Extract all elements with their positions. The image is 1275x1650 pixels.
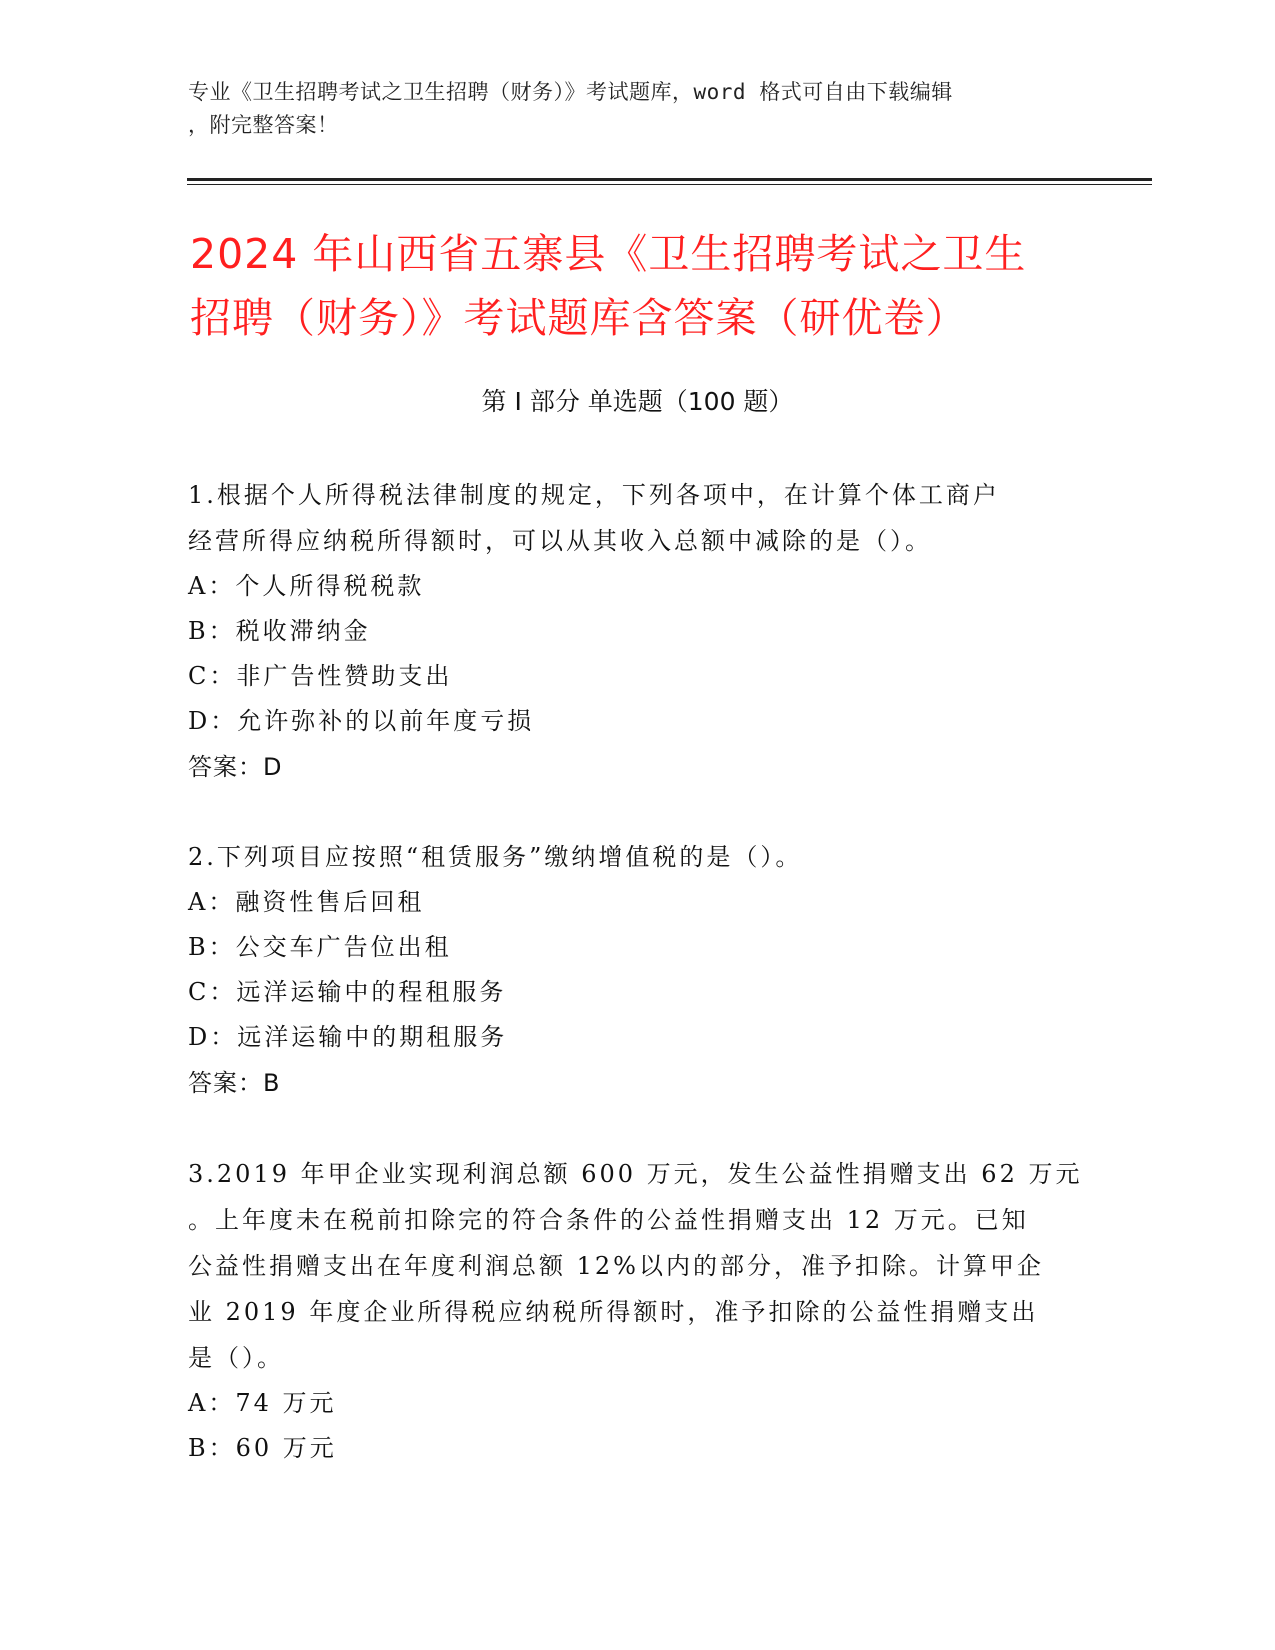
document-title-line-1: 2024 年山西省五寨县《卫生招聘考试之卫生 xyxy=(190,230,1027,278)
header-note xyxy=(188,76,1068,142)
question-2-option-b: B：公交车广告位出租 xyxy=(188,933,452,961)
question-3-stem-line-2: 。上年度未在税前扣除完的符合条件的公益性捐赠支出 12 万元。已知 xyxy=(188,1206,1029,1234)
question-2-option-a: A：融资性售后回租 xyxy=(188,888,425,916)
question-3-stem-line-4: 业 2019 年度企业所得税应纳税所得额时，准予扣除的公益性捐赠支出 xyxy=(188,1298,1039,1326)
question-1 xyxy=(188,472,1088,790)
section-title: 第 I 部分 单选题（100 题） xyxy=(481,387,794,416)
question-1-option-b: B：税收滞纳金 xyxy=(188,617,371,645)
document-title xyxy=(190,222,1090,350)
header-note-line-2: ，附完整答案！ xyxy=(188,113,339,137)
question-2-option-d: D：远洋运输中的期租服务 xyxy=(188,1023,508,1051)
header-note-line-1: 专业《卫生招聘考试之卫生招聘（财务）》考试题库，word 格式可自由下载编辑 xyxy=(188,80,953,104)
question-1-stem-line-2: 经营所得应纳税所得额时，可以从其收入总额中减除的是（）。 xyxy=(188,527,932,555)
question-2-stem-line-1: 2.下列项目应按照“租赁服务”缴纳增值税的是（）。 xyxy=(188,843,803,871)
question-3 xyxy=(188,1151,1088,1471)
question-2 xyxy=(188,834,1088,1106)
header-rule-thick xyxy=(187,178,1152,181)
question-3-stem-line-3: 公益性捐赠支出在年度利润总额 12%以内的部分，准予扣除。计算甲企 xyxy=(188,1252,1044,1280)
question-3-option-a: A：74 万元 xyxy=(188,1389,337,1417)
question-2-option-c: C：远洋运输中的程租服务 xyxy=(188,978,507,1006)
question-3-option-b: B：60 万元 xyxy=(188,1434,337,1462)
question-2-answer: 答案：B xyxy=(188,1069,281,1097)
document-title-line-2: 招聘（财务）》考试题库含答案（研优卷） xyxy=(190,294,968,342)
question-3-stem-line-5: 是（）。 xyxy=(188,1344,284,1372)
question-1-stem-line-1: 1.根据个人所得税法律制度的规定，下列各项中，在计算个体工商户 xyxy=(188,481,1000,509)
question-1-answer: 答案：D xyxy=(188,753,283,781)
question-1-option-c: C：非广告性赞助支出 xyxy=(188,662,453,690)
question-3-stem-line-1: 3.2019 年甲企业实现利润总额 600 万元，发生公益性捐赠支出 62 万元 xyxy=(188,1160,1083,1188)
question-1-option-d: D：允许弥补的以前年度亏损 xyxy=(188,707,535,735)
question-1-option-a: A：个人所得税税款 xyxy=(188,572,425,600)
header-rule-thin xyxy=(187,184,1152,185)
